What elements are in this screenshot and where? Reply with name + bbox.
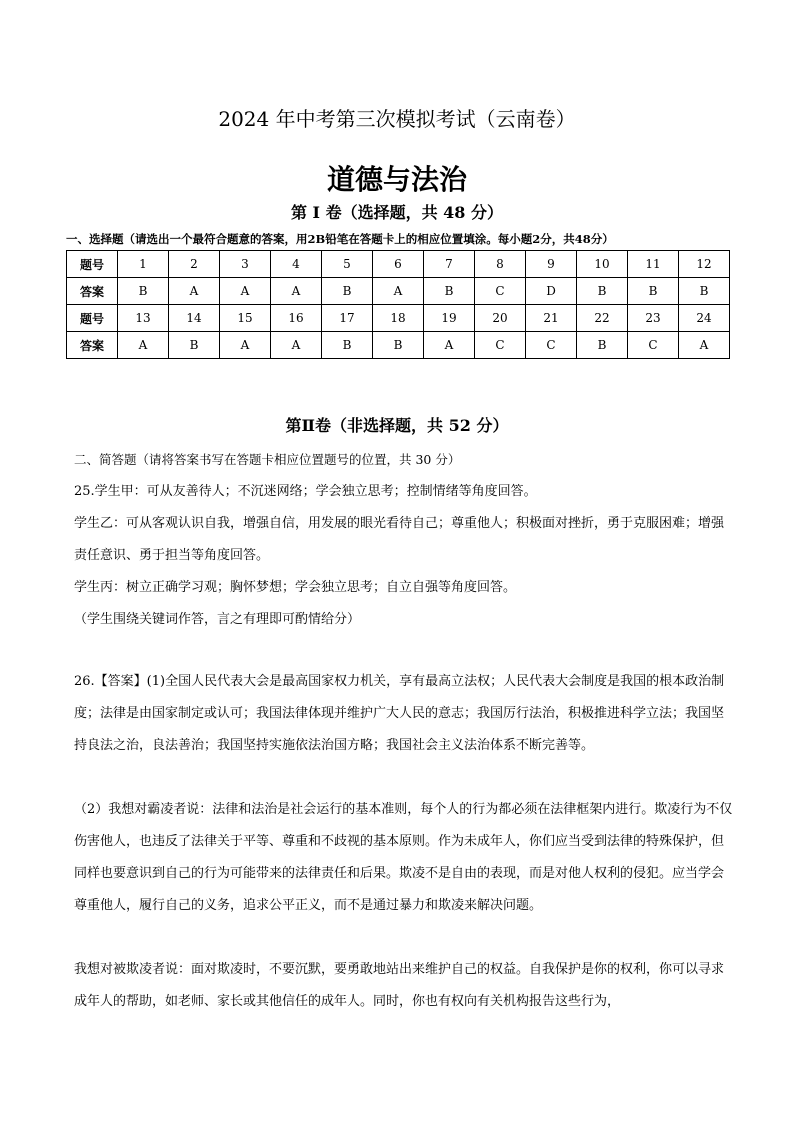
question-number: 16 xyxy=(271,305,322,332)
answer-cell: B xyxy=(577,332,628,359)
answer-cell: A xyxy=(220,332,271,359)
q25-student-b: 学生乙：可从客观认识自我，增强自信，用发展的眼光看待自己；尊重他人；积极面对挫折，勇于克服困难；增强责任意识、勇于担当等角度回答。 xyxy=(74,516,725,563)
answer-row-1 xyxy=(67,278,730,305)
question-number: 9 xyxy=(526,251,577,278)
question-number: 12 xyxy=(679,251,730,278)
answer-cell: B xyxy=(424,278,475,305)
number-row-1 xyxy=(67,251,730,278)
question-number: 14 xyxy=(169,305,220,332)
part2-instruction-text: 二、简答题（请将答案书写在答题卡相应位置题号的位置，共 30 分） xyxy=(74,452,461,467)
answer-cell: A xyxy=(679,332,730,359)
question-number: 21 xyxy=(526,305,577,332)
question-number: 7 xyxy=(424,251,475,278)
question-number: 8 xyxy=(475,251,526,278)
question-number: 15 xyxy=(220,305,271,332)
q26-part2-answer: （2）我想对霸凌者说：法律和法治是社会运行的基本准则，每个人的行为都必须在法律框架内进行。欺凌行为不仅伤害他人，也违反了法律关于平等、尊重和不歧视的基本原则。作为未成年人，你们应当受到法律的特殊保护，但同样也要意识到自己的行为可能带来的法律责任和后果。欺凌不是自由的表现，而是对他人权利的侵犯。应当学会尊重他人，履行自己的义务，追求公平正义，而不是通过暴力和欺凌来解决问题。 xyxy=(74,802,733,913)
q26-part1-answer: 26.【答案】(1)全国人民代表大会是最高国家权力机关，享有最高立法权；人民代表大会制度是我国的根本政治制度；法律是由国家制定或认可；我国法律体现并维护广大人民的意志；我国厉行法治，积极推进科学立法；我国坚持良法之治，良法善治；我国坚持实施依法治国方略；我国社会主义法治体系不断完善等。 xyxy=(74,674,725,753)
answer-table xyxy=(66,250,730,359)
answer-cell: A xyxy=(271,278,322,305)
answer-cell: A xyxy=(220,278,271,305)
question-number: 11 xyxy=(628,251,679,278)
answer-cell: C xyxy=(475,278,526,305)
answer-cell: B xyxy=(577,278,628,305)
question-number: 17 xyxy=(322,305,373,332)
answer-cell: A xyxy=(373,278,424,305)
part2-instruction xyxy=(74,444,734,477)
subject-title: 道德与法治 xyxy=(326,163,467,196)
q25-student-a: 25.学生甲：可从友善待人；不沉迷网络；学会独立思考；控制情绪等角度回答。 xyxy=(74,484,537,499)
answer-cell: A xyxy=(169,278,220,305)
answer-cell: B xyxy=(169,332,220,359)
answer-cell: A xyxy=(424,332,475,359)
answer-cell: B xyxy=(373,332,424,359)
question-number: 1 xyxy=(118,251,169,278)
q25-student-c: 学生丙：树立正确学习观；胸怀梦想；学会独立思考；自立自强等角度回答。 xyxy=(74,580,517,595)
answer-cell: A xyxy=(118,332,169,359)
question-number: 6 xyxy=(373,251,424,278)
question-number: 18 xyxy=(373,305,424,332)
question-number: 5 xyxy=(322,251,373,278)
answer-cell: D xyxy=(526,278,577,305)
answer-row-2 xyxy=(67,332,730,359)
answer-cell: C xyxy=(526,332,577,359)
question-number: 19 xyxy=(424,305,475,332)
answer-cell: B xyxy=(322,278,373,305)
number-label: 题号 xyxy=(67,305,118,332)
question-number: 20 xyxy=(475,305,526,332)
number-label: 题号 xyxy=(67,251,118,278)
exam-title: 2024 年中考第三次模拟考试（云南卷） xyxy=(218,107,576,131)
answer-label: 答案 xyxy=(67,332,118,359)
number-row-2 xyxy=(67,305,730,332)
question-number: 24 xyxy=(679,305,730,332)
question-number: 4 xyxy=(271,251,322,278)
question-number: 22 xyxy=(577,305,628,332)
q26-part2-continued: 我想对被欺凌者说：面对欺凌时，不要沉默，要勇敢地站出来维护自己的权益。自我保护是你的权利，你可以寻求成年人的帮助，如老师、家长或其他信任的成年人。同时，你也有权向有关机构报告这些行为， xyxy=(74,962,725,1009)
question-number: 10 xyxy=(577,251,628,278)
part1-heading: 第 I 卷（选择题，共 48 分） xyxy=(290,203,504,222)
part1-instruction: 一、选择题（请选出一个最符合题意的答案，用2B铅笔在答题卡上的相应位置填涂。每小题2分，共48分） xyxy=(66,232,614,246)
question-number: 23 xyxy=(628,305,679,332)
answer-cell: B xyxy=(679,278,730,305)
question-number: 3 xyxy=(220,251,271,278)
answer-cell: B xyxy=(628,278,679,305)
question-number: 2 xyxy=(169,251,220,278)
answer-cell: A xyxy=(271,332,322,359)
part2-heading: 第Ⅱ卷（非选择题，共 52 分） xyxy=(285,416,509,435)
q25-grading-note: （学生围绕关键词作答，言之有理即可酌情给分） xyxy=(74,612,361,627)
question-number: 13 xyxy=(118,305,169,332)
answer-cell: C xyxy=(628,332,679,359)
answer-cell: B xyxy=(118,278,169,305)
answer-cell: C xyxy=(475,332,526,359)
answer-cell: B xyxy=(322,332,373,359)
answer-label: 答案 xyxy=(67,278,118,305)
